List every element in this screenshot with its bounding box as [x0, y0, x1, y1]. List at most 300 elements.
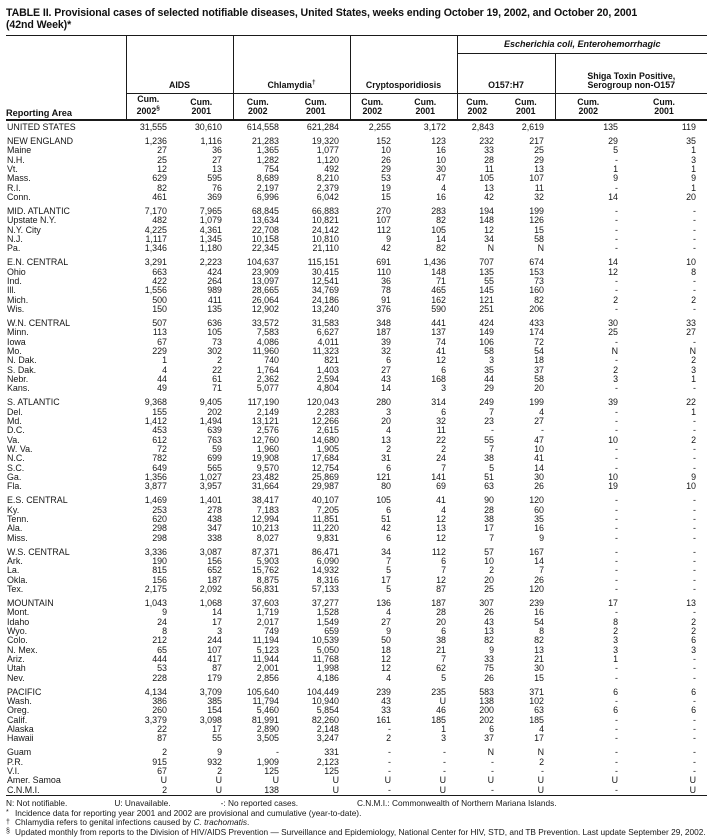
value-cell: 2 — [691, 434, 696, 445]
value-cell: 29 — [484, 383, 494, 394]
value-cell: 249 — [479, 397, 494, 408]
value-cell: 10,539 — [311, 635, 339, 646]
value-cell: 2,890 — [256, 723, 279, 734]
value-cell: 44 — [157, 373, 167, 384]
value-cell: 235 — [431, 686, 446, 697]
value-cell: 8,027 — [256, 532, 279, 543]
value-cell: - — [693, 663, 696, 674]
value-cell: - — [541, 425, 544, 436]
value-cell: 82 — [534, 635, 544, 646]
value-cell: 150 — [152, 303, 167, 314]
reporting-area-cell: Ill. — [7, 285, 16, 296]
value-cell: 1 — [162, 355, 167, 366]
value-cell: 20 — [534, 383, 544, 394]
reporting-area-cell: Idaho — [7, 616, 30, 627]
value-cell: 15 — [534, 672, 544, 683]
value-cell: 9 — [386, 625, 391, 636]
value-cell: 12 — [436, 574, 446, 585]
value-cell: 34 — [381, 546, 391, 557]
value-cell: 2 — [613, 625, 618, 636]
value-cell: 6,627 — [316, 327, 339, 338]
value-cell: 7,205 — [316, 504, 339, 515]
value-cell: 1,412 — [144, 415, 167, 426]
value-cell: 15,762 — [251, 565, 279, 576]
table-row — [6, 347, 707, 356]
value-cell: 302 — [207, 345, 222, 356]
value-cell: 153 — [529, 266, 544, 277]
value-cell: 202 — [207, 406, 222, 417]
value-cell: 740 — [264, 355, 279, 366]
value-cell: 35 — [534, 513, 544, 524]
value-cell: - — [615, 453, 618, 464]
value-cell: 29 — [608, 135, 618, 146]
value-cell: 28 — [484, 154, 494, 165]
table-row — [6, 445, 707, 454]
value-cell: 72 — [534, 336, 544, 347]
aids-header-spacer — [126, 36, 233, 54]
value-cell: 60 — [534, 504, 544, 515]
value-cell: 16 — [534, 607, 544, 618]
value-cell: 4,134 — [144, 686, 167, 697]
value-cell: - — [615, 747, 618, 758]
value-cell: 174 — [529, 327, 544, 338]
value-cell: 160 — [529, 285, 544, 296]
table-row — [6, 216, 707, 225]
value-cell: 13,634 — [251, 215, 279, 226]
value-cell: 115,151 — [307, 257, 339, 268]
value-cell: 347 — [207, 523, 222, 534]
value-cell: 37 — [484, 733, 494, 744]
value-cell: 42 — [381, 243, 391, 254]
table-row — [6, 202, 707, 216]
table-row — [6, 174, 707, 183]
table-row — [6, 655, 707, 664]
value-cell: 5 — [386, 565, 391, 576]
value-cell: - — [388, 723, 391, 734]
value-cell: 7 — [539, 565, 544, 576]
value-cell: 19 — [381, 182, 391, 193]
value-cell: 12 — [436, 355, 446, 366]
reporting-area-cell: E.N. CENTRAL — [7, 257, 69, 268]
value-cell: 12 — [436, 513, 446, 524]
value-cell: 13 — [534, 644, 544, 655]
value-cell: 29 — [381, 163, 391, 174]
table-row — [6, 328, 707, 337]
value-cell: 6 — [613, 686, 618, 697]
value-cell: U — [689, 784, 696, 795]
value-cell: 8,210 — [316, 173, 339, 184]
value-cell: 43 — [484, 616, 494, 627]
value-cell: - — [615, 756, 618, 767]
value-cell: N — [611, 345, 618, 356]
value-cell: 6,090 — [316, 555, 339, 566]
value-cell: 17 — [608, 597, 618, 608]
value-cell: 29 — [534, 154, 544, 165]
value-cell: 25,869 — [311, 472, 339, 482]
value-cell: 253 — [152, 504, 167, 515]
value-cell: 652 — [207, 565, 222, 576]
value-cell: 10 — [608, 472, 618, 482]
table-row — [6, 716, 707, 725]
reporting-area-cell: Ga. — [7, 472, 22, 482]
value-cell: 12,541 — [311, 275, 339, 286]
value-cell: 1,528 — [316, 607, 339, 618]
value-cell: 23 — [484, 415, 494, 426]
table-row — [6, 120, 707, 132]
reporting-area-cell: Ariz. — [7, 653, 25, 664]
value-cell: 47 — [534, 434, 544, 445]
value-cell: 156 — [207, 555, 222, 566]
value-cell: 10 — [381, 145, 391, 156]
value-cell: 161 — [376, 714, 391, 725]
value-cell: - — [615, 555, 618, 566]
value-cell: - — [615, 495, 618, 506]
value-cell: - — [276, 747, 279, 758]
table-row — [6, 786, 707, 796]
value-cell: 27 — [212, 154, 222, 165]
value-cell: 152 — [376, 135, 391, 146]
table-row — [6, 408, 707, 417]
value-cell: 314 — [431, 397, 446, 408]
value-cell: 73 — [534, 275, 544, 286]
value-cell: 30 — [608, 317, 618, 328]
value-cell: 13 — [686, 597, 696, 608]
value-cell: 2 — [386, 733, 391, 744]
value-cell: 22 — [686, 397, 696, 408]
value-cell: 1,365 — [256, 145, 279, 156]
value-cell: 21,110 — [312, 243, 339, 254]
table-row — [6, 734, 707, 743]
table-row — [6, 515, 707, 524]
table-row — [6, 146, 707, 155]
value-cell: 629 — [152, 173, 167, 184]
reporting-area-cell: NEW ENGLAND — [7, 135, 74, 146]
value-cell: 167 — [529, 546, 544, 557]
value-cell: 25 — [534, 145, 544, 156]
value-cell: 9,368 — [144, 397, 167, 408]
reporting-area-cell: E.S. CENTRAL — [7, 495, 68, 506]
shiga-group-header: Shiga Toxin Positive, Serogroup non-O157 — [555, 54, 707, 94]
value-cell: 4 — [441, 182, 446, 193]
table-row — [6, 585, 707, 594]
value-cell: 3 — [489, 355, 494, 366]
value-cell: 42 — [381, 523, 391, 534]
value-cell: 73 — [212, 336, 222, 347]
reporting-area-cell: W.N. CENTRAL — [7, 317, 71, 328]
value-cell: - — [615, 285, 618, 296]
value-cell: 1 — [691, 373, 696, 384]
value-cell: 22 — [436, 434, 446, 445]
value-cell: - — [693, 747, 696, 758]
value-cell: 2 — [691, 355, 696, 366]
table-title — [6, 7, 706, 31]
legend-no-reported: -: No reported cases. — [220, 797, 299, 808]
value-cell: 3 — [613, 373, 618, 384]
value-cell: 10 — [534, 443, 544, 454]
value-cell: 4,804 — [316, 383, 339, 394]
value-cell: 50 — [381, 635, 391, 646]
value-cell: - — [388, 747, 391, 758]
value-cell: 7,583 — [256, 327, 279, 338]
value-cell: 4 — [386, 672, 391, 683]
value-cell: - — [615, 406, 618, 417]
value-cell: - — [615, 723, 618, 734]
cum-col-header: Cum. 2002§ — [126, 94, 178, 121]
value-cell: 461 — [152, 192, 167, 202]
value-cell: 28,665 — [251, 285, 279, 296]
table-row — [6, 426, 707, 435]
value-cell: 56,831 — [251, 583, 279, 594]
table-row — [6, 725, 707, 734]
table-row — [6, 244, 707, 253]
value-cell: U — [439, 775, 446, 786]
value-cell: 11,960 — [252, 345, 279, 356]
value-cell: 6,996 — [256, 192, 279, 202]
value-cell: 10 — [686, 481, 696, 492]
value-cell: - — [615, 607, 618, 618]
value-cell: 500 — [152, 294, 167, 305]
value-cell: 8 — [162, 625, 167, 636]
value-cell: 38 — [484, 453, 494, 464]
value-cell: U — [439, 695, 446, 706]
value-cell: U — [537, 784, 544, 795]
value-cell: 2,175 — [144, 583, 167, 594]
value-cell: 121 — [479, 294, 494, 305]
value-cell: 44 — [484, 373, 494, 384]
value-cell: 595 — [207, 173, 222, 184]
value-cell: 41 — [534, 453, 544, 464]
value-cell: 376 — [376, 303, 391, 314]
reporting-area-cell: MID. ATLANTIC — [7, 205, 70, 216]
ecoli-group-header: Escherichia coli, Enterohemorrhagic — [457, 36, 707, 54]
value-cell: 194 — [479, 205, 494, 216]
value-cell: 17 — [212, 616, 222, 627]
value-cell: 26 — [534, 574, 544, 585]
value-cell: 51 — [381, 513, 391, 524]
value-cell: - — [491, 784, 494, 795]
value-cell: 1,068 — [199, 597, 222, 608]
value-cell: 2,283 — [316, 406, 339, 417]
value-cell: 2 — [489, 565, 494, 576]
value-cell: 112 — [376, 224, 391, 235]
value-cell: 7 — [489, 443, 494, 454]
value-cell: 6 — [441, 406, 446, 417]
value-cell: 12 — [381, 663, 391, 674]
value-cell: 37 — [534, 364, 544, 375]
value-cell: 30,610 — [194, 122, 222, 132]
value-cell: N — [689, 345, 696, 356]
value-cell: 21,283 — [251, 135, 279, 146]
value-cell: 76 — [212, 182, 222, 193]
value-cell: 66,883 — [311, 205, 339, 216]
reporting-area-cell: Va. — [7, 434, 20, 445]
value-cell: 58 — [534, 233, 544, 244]
reporting-area-cell: N. Dak. — [7, 355, 37, 366]
reporting-area-cell: UNITED STATES — [7, 122, 76, 132]
table-row — [6, 314, 707, 328]
value-cell: 815 — [152, 565, 167, 576]
value-cell: 9 — [386, 233, 391, 244]
value-cell: 34 — [484, 233, 494, 244]
value-cell: 2,594 — [316, 373, 339, 384]
value-cell: 1,905 — [316, 443, 339, 454]
value-cell: 229 — [152, 345, 167, 356]
value-cell: 444 — [152, 653, 167, 664]
table-row — [6, 305, 707, 314]
value-cell: - — [443, 747, 446, 758]
value-cell: 8,316 — [316, 574, 339, 585]
reporting-area-cell: Minn. — [7, 327, 29, 338]
value-cell: 136 — [376, 597, 391, 608]
legend-unavailable: U: Unavailable. — [114, 797, 171, 808]
value-cell: 102 — [529, 695, 544, 706]
value-cell: - — [615, 154, 618, 165]
value-cell: 298 — [152, 532, 167, 543]
value-cell: 989 — [207, 285, 222, 296]
reporting-area-cell: PACIFIC — [7, 686, 42, 697]
value-cell: U — [272, 775, 279, 786]
reporting-area-cell: Wyo. — [7, 625, 28, 636]
value-cell: 1,719 — [256, 607, 279, 618]
value-cell: 10,810 — [311, 233, 339, 244]
value-cell: - — [693, 425, 696, 436]
value-cell: 5,050 — [316, 644, 339, 655]
value-cell: 424 — [479, 317, 494, 328]
value-cell: 9 — [217, 747, 222, 758]
value-cell: - — [693, 574, 696, 585]
value-cell: 22 — [157, 723, 167, 734]
value-cell: 9,831 — [316, 532, 339, 543]
value-cell: U — [689, 775, 696, 786]
value-cell: 61 — [212, 373, 222, 384]
value-cell: 7 — [489, 406, 494, 417]
value-cell: - — [693, 695, 696, 706]
value-cell: 113 — [152, 327, 167, 338]
value-cell: 34,769 — [311, 285, 339, 296]
value-cell: - — [693, 523, 696, 534]
value-cell: 422 — [152, 275, 167, 286]
value-cell: 179 — [207, 672, 222, 683]
value-cell: 1 — [441, 723, 446, 734]
value-cell: 1 — [613, 653, 618, 664]
value-cell: 58 — [534, 373, 544, 384]
value-cell: - — [693, 532, 696, 543]
value-cell: 6 — [386, 355, 391, 366]
value-cell: 74 — [436, 336, 446, 347]
value-cell: 3 — [691, 364, 696, 375]
value-cell: 46 — [436, 705, 446, 716]
value-cell: 72 — [157, 443, 167, 454]
value-cell: 57,133 — [311, 583, 339, 594]
value-cell: 49 — [157, 383, 167, 394]
value-cell: 1,469 — [144, 495, 167, 506]
o157-group-header: O157:H7 — [457, 54, 555, 94]
value-cell: 4,186 — [316, 672, 339, 683]
value-cell: 612 — [152, 434, 167, 445]
value-cell: 11,794 — [252, 695, 279, 706]
value-cell: 385 — [207, 695, 222, 706]
value-cell: 3,087 — [199, 546, 222, 557]
value-cell: 915 — [152, 756, 167, 767]
value-cell: 19,908 — [251, 453, 279, 464]
reporting-area-cell: Del. — [7, 406, 23, 417]
value-cell: 8 — [691, 266, 696, 277]
value-cell: 25 — [484, 583, 494, 594]
reporting-area-cell: Maine — [7, 145, 32, 156]
value-cell: - — [541, 765, 544, 776]
value-cell: 1,236 — [144, 135, 167, 146]
value-cell: 6 — [691, 705, 696, 716]
table-row — [6, 576, 707, 585]
value-cell: 27 — [534, 415, 544, 426]
value-cell: 16 — [436, 192, 446, 202]
value-cell: 38 — [484, 513, 494, 524]
value-cell: 1,401 — [199, 495, 222, 506]
value-cell: 11,944 — [252, 653, 279, 664]
value-cell: U — [487, 775, 494, 786]
value-cell: 199 — [529, 205, 544, 216]
reporting-area-cell: Ala. — [7, 523, 23, 534]
cum-col-header: Cum. 2001 — [178, 94, 233, 121]
table-row — [6, 464, 707, 473]
value-cell: - — [491, 425, 494, 436]
value-cell: 2,223 — [199, 257, 222, 268]
table-row — [6, 566, 707, 575]
value-cell: 2 — [162, 784, 167, 795]
value-cell: 26 — [381, 154, 391, 165]
value-cell: 10 — [484, 555, 494, 566]
value-cell: 22,708 — [251, 224, 279, 235]
value-cell: 16 — [436, 145, 446, 156]
value-cell: - — [693, 504, 696, 515]
value-cell: 137 — [431, 327, 446, 338]
value-cell: 749 — [264, 625, 279, 636]
value-cell: 9,405 — [199, 397, 222, 408]
value-cell: 110 — [376, 266, 391, 277]
value-cell: - — [615, 765, 618, 776]
table-row — [6, 646, 707, 655]
value-cell: 59 — [212, 443, 222, 454]
reporting-area-cell: Tenn. — [7, 513, 29, 524]
value-cell: 4 — [386, 607, 391, 618]
reporting-area-cell: Nev. — [7, 672, 25, 683]
value-cell: 1,764 — [256, 364, 279, 375]
value-cell: 251 — [479, 303, 494, 314]
value-cell: 12 — [381, 653, 391, 664]
value-cell: 141 — [431, 472, 446, 482]
value-cell: 47 — [436, 173, 446, 184]
value-cell: - — [693, 453, 696, 464]
reporting-area-cell: N.H. — [7, 154, 25, 165]
value-cell: U — [215, 775, 222, 786]
value-cell: 29,987 — [311, 481, 339, 492]
value-cell: 28 — [484, 504, 494, 515]
value-cell: 28 — [436, 607, 446, 618]
value-cell: 14 — [608, 257, 618, 268]
value-cell: 12,754 — [311, 462, 339, 473]
value-cell: 1,117 — [145, 233, 167, 244]
value-cell: 187 — [431, 597, 446, 608]
value-cell: 264 — [207, 275, 222, 286]
value-cell: 6 — [691, 635, 696, 646]
value-cell: 10 — [686, 257, 696, 268]
table-row — [6, 296, 707, 305]
value-cell: 57 — [484, 546, 494, 557]
value-cell: 14 — [212, 607, 222, 618]
value-cell: 3,098 — [199, 714, 222, 725]
value-cell: - — [615, 415, 618, 426]
value-cell: 38 — [436, 635, 446, 646]
